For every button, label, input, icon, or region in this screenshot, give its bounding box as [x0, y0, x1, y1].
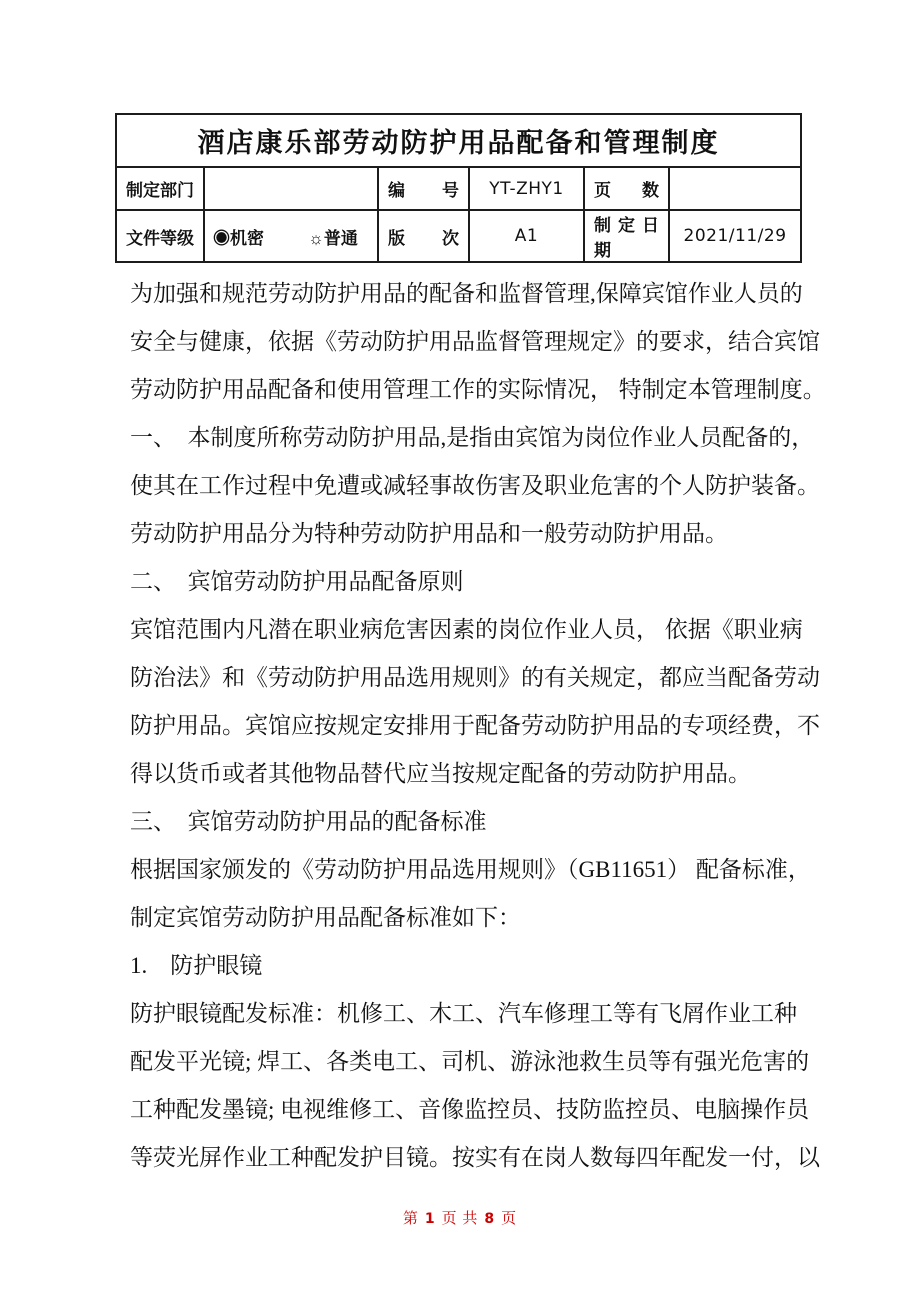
document-header-table [115, 113, 802, 263]
body-line: 工种配发墨镜; 电视维修工、音像监控员、技防监控员、电脑操作员 [130, 1097, 810, 1122]
body-line: 配发平光镜; 焊工、各类电工、司机、游泳池救生员等有强光危害的 [130, 1049, 810, 1074]
footer-total-pages: 8 [484, 1211, 496, 1227]
footer-page-number: 1 [424, 1211, 436, 1227]
value-issue-date: 2021/11/29 [669, 210, 801, 262]
body-line: 根据国家颁发的《劳动防护用品选用规则》（GB11651） 配备标准， [130, 857, 811, 882]
label-issue-date: 制定日期 [584, 210, 669, 262]
body-line: 为加强和规范劳动防护用品的配备和监督管理,保障宾馆作业人员的 [130, 281, 803, 306]
body-line: 防护用品。宾馆应按规定安排用于配备劳动防护用品的专项经费，不 [130, 713, 820, 738]
body-line: 劳动防护用品配备和使用管理工作的实际情况， 特制定本管理制度。 [130, 377, 826, 402]
label-doc-number: 编 号 [378, 167, 469, 210]
label-department: 制定部门 [116, 167, 204, 210]
body-line: 三、 宾馆劳动防护用品的配备标准 [130, 809, 487, 834]
classification-options [204, 210, 378, 262]
body-line: 制定宾馆劳动防护用品配备标准如下： [130, 905, 521, 930]
body-line: 安全与健康，依据《劳动防护用品监督管理规定》的要求，结合宾馆 [130, 329, 820, 354]
classification-normal-option: ☼普通 [308, 228, 358, 248]
body-line: 防治法》和《劳动防护用品选用规则》的有关规定，都应当配备劳动 [130, 665, 820, 690]
body-line: 等荧光屏作业工种配发护目镜。按实有在岗人数每四年配发一付，以 [130, 1145, 820, 1170]
body-line: 1. 防护眼镜 [130, 953, 263, 978]
classification-secret-option: ◉机密 [213, 228, 264, 248]
body-line: 使其在工作过程中免遭或减轻事故伤害及职业危害的个人防护装备。 [130, 473, 820, 498]
footer-text-prefix: 第 [402, 1211, 419, 1227]
page-footer [0, 1207, 920, 1228]
value-doc-number: YT-ZHY1 [469, 167, 584, 210]
value-version: A1 [469, 210, 584, 262]
value-page-count [669, 167, 801, 210]
document-title: 酒店康乐部劳动防护用品配备和管理制度 [116, 114, 801, 167]
footer-text-suffix: 页 [501, 1211, 518, 1227]
body-line: 一、 本制度所称劳动防护用品,是指由宾馆为岗位作业人员配备的， [130, 425, 815, 450]
label-version: 版 次 [378, 210, 469, 262]
label-page-count: 页 数 [584, 167, 669, 210]
document-body [130, 270, 830, 1182]
body-line: 得以货币或者其他物品替代应当按规定配备的劳动防护用品。 [130, 761, 751, 786]
body-line: 二、 宾馆劳动防护用品配备原则 [130, 569, 464, 594]
body-line: 劳动防护用品分为特种劳动防护用品和一般劳动防护用品。 [130, 521, 728, 546]
label-classification: 文件等级 [116, 210, 204, 262]
value-department [204, 167, 378, 210]
body-line: 宾馆范围内凡潜在职业病危害因素的岗位作业人员， 依据《职业病 [130, 617, 803, 642]
body-line: 防护眼镜配发标准：机修工、木工、汽车修理工等有飞屑作业工种 [130, 1001, 797, 1026]
footer-text-middle: 页 共 [441, 1211, 479, 1227]
